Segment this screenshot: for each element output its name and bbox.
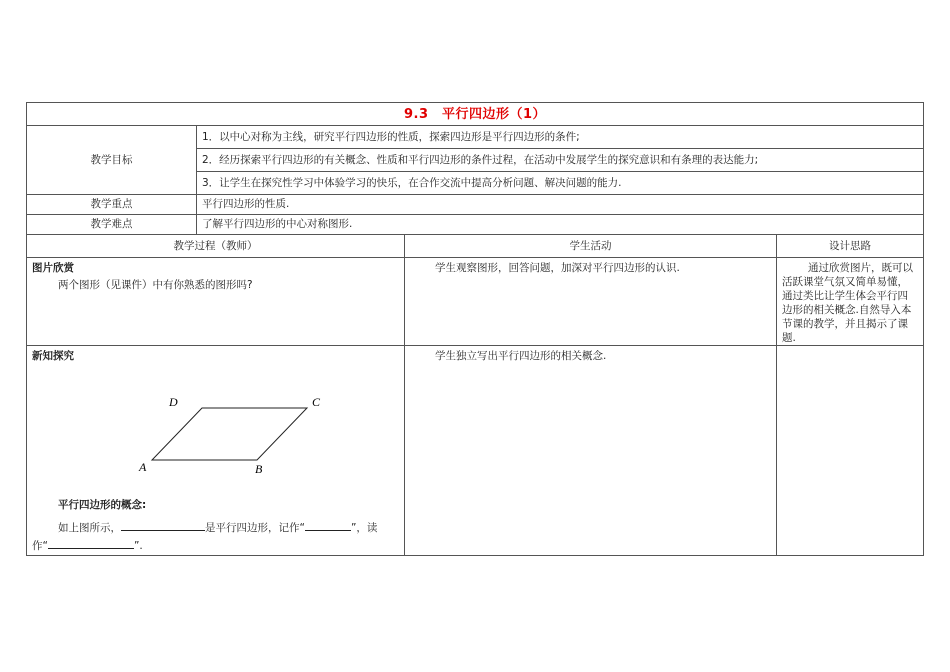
goal-item: 3．让学生在探究性学习中体验学习的快乐，在合作交流中提高分析问题、解决问题的能力. [197,172,924,195]
vertex-d-label: D [169,395,178,409]
section2-process-cell [27,346,405,556]
concept-line2-pre: 作“ [32,540,48,552]
header-process: 教学过程（教师） [27,235,405,258]
header-student: 学生活动 [405,235,777,258]
vertex-a-label: A [139,460,147,474]
concept-mid: 是平行四边形，记作“ [205,522,305,534]
parallelogram-figure [132,390,332,480]
header-design: 设计思路 [777,235,924,258]
blank-reading [48,537,134,549]
lesson-plan-table [26,102,924,556]
key-point-text: 平行四边形的性质. [197,195,924,215]
lesson-title: 9.3 平行四边形（1） [27,103,924,126]
concept-read: ”，读 [350,522,378,534]
concept-end: ”. [133,540,143,552]
goal-item: 1．以中心对称为主线，研究平行四边形的性质，探索四边形是平行四边形的条件; [197,126,924,149]
section1-heading: 图片欣赏 [32,262,74,274]
goals-label: 教学目标 [27,126,197,195]
concept-heading: 平行四边形的概念: [58,499,147,511]
section1-question: 两个图形（见课件）中有你熟悉的图形吗? [58,279,253,291]
section1-design-note: 通过欣赏图片，既可以活跃课堂气氛又简单易懂，通过类比让学生体会平行四边形的相关概念.自然导入本节课的教学，并且揭示了课题. [777,258,924,346]
key-point-label: 教学重点 [27,195,197,215]
difficulty-text: 了解平行四边形的中心对称图形. [197,215,924,235]
concept-line-2 [32,537,399,554]
section1-student-activity: 学生观察图形，回答问题，加深对平行四边形的认识. [405,258,777,346]
vertex-b-label: B [255,462,263,476]
difficulty-label: 教学难点 [27,215,197,235]
goal-item: 2．经历探索平行四边形的有关概念、性质和平行四边形的条件过程，在活动中发展学生的探究意识和有条理的表达能力; [197,149,924,172]
concept-pre: 如上图所示， [58,522,121,534]
vertex-c-label: C [312,395,321,409]
parallelogram-shape [152,408,307,460]
blank-shape-name [121,519,205,531]
concept-line-1 [32,519,399,536]
section2-design-note [777,346,924,556]
section2-student-activity: 学生独立写出平行四边形的相关概念. [405,346,777,556]
blank-notation [305,519,351,531]
section1-process-cell [27,258,405,346]
section2-heading: 新知探究 [32,350,74,362]
